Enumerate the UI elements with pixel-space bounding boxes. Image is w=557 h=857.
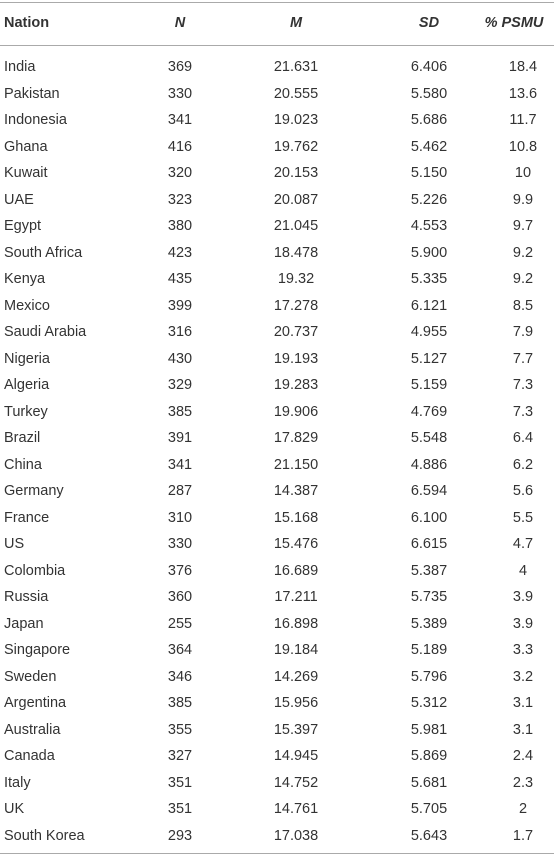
cell-psmu: 4.7 — [512, 536, 534, 552]
cell-n: 341 — [167, 456, 193, 473]
cell-n: 364 — [167, 642, 193, 658]
cell-n: 293 — [167, 827, 193, 844]
cell-n: 435 — [167, 271, 193, 287]
cell-psmu: 1.7 — [512, 827, 534, 844]
cell-nation: Brazil — [4, 430, 41, 446]
table-row — [0, 770, 554, 797]
cell-n: 255 — [167, 615, 193, 632]
cell-n: 355 — [167, 721, 193, 738]
cell-n: 310 — [167, 509, 193, 526]
header-nation: Nation — [4, 15, 50, 31]
cell-nation: Algeria — [4, 377, 50, 393]
cell-psmu: 3.1 — [512, 721, 534, 738]
cell-n: 327 — [167, 748, 193, 764]
cell-nation: Mexico — [4, 297, 50, 314]
table-row — [0, 796, 554, 823]
table-row — [0, 134, 554, 161]
cell-m: 19.906 — [273, 403, 319, 420]
cell-nation: France — [4, 509, 50, 526]
header-sd: SD — [418, 15, 440, 31]
cell-n: 369 — [167, 59, 193, 75]
table-row — [0, 372, 554, 399]
cell-sd: 5.796 — [410, 668, 448, 685]
cell-m: 15.956 — [273, 695, 319, 711]
cell-m: 14.387 — [273, 483, 319, 499]
cell-psmu: 7.7 — [512, 350, 534, 367]
cell-sd: 5.159 — [410, 377, 448, 393]
cell-nation: Pakistan — [4, 85, 60, 102]
cell-n: 330 — [167, 536, 193, 552]
cell-psmu: 8.5 — [512, 297, 534, 314]
cell-n: 351 — [167, 801, 193, 817]
cell-m: 21.631 — [273, 59, 319, 75]
cell-sd: 5.869 — [410, 748, 448, 764]
cell-nation: Kenya — [4, 271, 46, 287]
table-row — [0, 531, 554, 558]
cell-psmu: 6.4 — [512, 430, 534, 446]
cell-sd: 5.189 — [410, 642, 448, 658]
cell-m: 19.762 — [273, 138, 319, 155]
cell-m: 15.476 — [273, 536, 319, 552]
cell-m: 17.211 — [274, 589, 318, 605]
cell-sd: 5.127 — [410, 350, 448, 367]
cell-m: 15.168 — [273, 509, 319, 526]
cell-n: 287 — [167, 483, 193, 499]
cell-psmu: 7.3 — [512, 377, 534, 393]
cell-m: 16.689 — [273, 562, 319, 579]
cell-n: 385 — [167, 403, 193, 420]
cell-n: 330 — [167, 85, 193, 102]
cell-psmu: 9.2 — [512, 271, 534, 287]
cell-sd: 4.769 — [410, 403, 448, 420]
cell-sd: 5.389 — [410, 615, 448, 632]
cell-psmu: 13.6 — [508, 85, 538, 102]
table-row — [0, 558, 554, 585]
cell-m: 19.184 — [273, 642, 319, 658]
cell-sd: 5.735 — [410, 589, 448, 605]
cell-n: 341 — [167, 112, 193, 128]
table-body — [0, 54, 554, 849]
cell-n: 346 — [167, 668, 193, 685]
cell-nation: Italy — [4, 774, 31, 791]
cell-n: 423 — [167, 244, 193, 261]
table-row — [0, 584, 554, 611]
cell-sd: 6.406 — [410, 59, 448, 75]
cell-psmu: 6.2 — [512, 456, 534, 473]
cell-psmu: 3.1 — [512, 695, 534, 711]
cell-m: 18.478 — [273, 244, 319, 261]
cell-psmu: 2 — [518, 801, 528, 817]
header-m: M — [289, 15, 303, 31]
cell-n: 329 — [167, 377, 193, 393]
cell-m: 16.898 — [273, 615, 319, 632]
table-row — [0, 293, 554, 320]
table-row — [0, 160, 554, 187]
cell-psmu: 5.6 — [512, 483, 534, 499]
cell-m: 17.038 — [273, 827, 319, 844]
cell-nation: Egypt — [4, 218, 42, 234]
table-row — [0, 664, 554, 691]
table-row — [0, 823, 554, 850]
cell-m: 20.087 — [273, 191, 319, 208]
cell-nation: US — [4, 536, 25, 552]
table-row — [0, 107, 554, 134]
table-row — [0, 399, 554, 426]
table-row — [0, 54, 554, 81]
table-row — [0, 319, 554, 346]
cell-sd: 5.705 — [410, 801, 448, 817]
table-row — [0, 478, 554, 505]
cell-nation: UK — [4, 801, 25, 817]
cell-nation: Canada — [4, 748, 55, 764]
cell-nation: Sweden — [4, 668, 57, 685]
cell-n: 430 — [167, 350, 193, 367]
table-row — [0, 346, 554, 373]
cell-nation: Turkey — [4, 403, 48, 420]
cell-m: 19.193 — [273, 350, 319, 367]
table-row — [0, 611, 554, 638]
cell-sd: 5.681 — [410, 774, 448, 791]
table-row — [0, 452, 554, 479]
cell-nation: Ghana — [4, 138, 48, 155]
cell-nation: Germany — [4, 483, 64, 499]
cell-m: 21.045 — [273, 218, 319, 234]
cell-sd: 6.594 — [410, 483, 448, 499]
cell-sd: 5.387 — [410, 562, 448, 579]
cell-m: 14.269 — [273, 668, 319, 685]
cell-psmu: 3.3 — [512, 642, 534, 658]
cell-psmu: 2.4 — [512, 748, 534, 764]
cell-n: 399 — [167, 297, 193, 314]
table-row — [0, 637, 554, 664]
table-bottom-rule — [0, 853, 554, 854]
cell-nation: UAE — [4, 191, 34, 208]
cell-sd: 6.100 — [410, 509, 448, 526]
cell-m: 14.945 — [273, 748, 319, 764]
cell-m: 19.32 — [277, 271, 315, 287]
cell-psmu: 4 — [518, 562, 528, 579]
cell-sd: 4.955 — [410, 324, 448, 340]
table-header-rule — [0, 45, 554, 46]
cell-nation: South Korea — [4, 827, 85, 844]
table-row — [0, 717, 554, 744]
header-n: N — [174, 15, 186, 31]
table-row — [0, 505, 554, 532]
cell-nation: South Africa — [4, 244, 83, 261]
cell-psmu: 11.7 — [509, 112, 537, 128]
cell-n: 416 — [167, 138, 193, 155]
cell-m: 20.555 — [273, 85, 319, 102]
cell-sd: 5.900 — [410, 244, 448, 261]
cell-psmu: 9.2 — [512, 244, 534, 261]
cell-psmu: 3.9 — [512, 615, 534, 632]
cell-m: 19.023 — [273, 112, 319, 128]
cell-sd: 6.121 — [410, 297, 448, 314]
cell-nation: Indonesia — [4, 112, 67, 128]
cell-sd: 5.335 — [410, 271, 448, 287]
cell-psmu: 7.3 — [512, 403, 534, 420]
cell-m: 19.283 — [273, 377, 319, 393]
cell-nation: China — [4, 456, 42, 473]
cell-sd: 6.615 — [410, 536, 448, 552]
cell-m: 20.737 — [273, 324, 319, 340]
cell-n: 316 — [167, 324, 193, 340]
cell-psmu: 7.9 — [512, 324, 534, 340]
cell-m: 21.150 — [273, 456, 319, 473]
cell-nation: India — [4, 59, 36, 75]
table-row — [0, 266, 554, 293]
cell-n: 376 — [167, 562, 193, 579]
cell-psmu: 3.2 — [512, 668, 534, 685]
cell-m: 14.761 — [273, 801, 319, 817]
cell-psmu: 3.9 — [512, 589, 534, 605]
cell-n: 380 — [167, 218, 193, 234]
cell-sd: 4.886 — [410, 456, 448, 473]
cell-m: 17.278 — [273, 297, 319, 314]
cell-m: 15.397 — [273, 721, 319, 738]
cell-n: 391 — [167, 430, 193, 446]
table-row — [0, 213, 554, 240]
cell-psmu: 9.7 — [512, 218, 534, 234]
header-psmu: % PSMU — [484, 15, 544, 31]
cell-sd: 5.150 — [410, 165, 448, 181]
cell-nation: Russia — [4, 589, 49, 605]
cell-nation: Singapore — [4, 642, 71, 658]
cell-nation: Saudi Arabia — [4, 324, 87, 340]
cell-psmu: 18.4 — [508, 59, 538, 75]
cell-nation: Australia — [4, 721, 61, 738]
cell-sd: 5.643 — [410, 827, 448, 844]
cell-sd: 4.553 — [410, 218, 448, 234]
cell-sd: 5.548 — [410, 430, 448, 446]
cell-sd: 5.580 — [410, 85, 448, 102]
cell-n: 320 — [167, 165, 193, 181]
table-row — [0, 690, 554, 717]
table-row — [0, 81, 554, 108]
cell-sd: 5.686 — [410, 112, 448, 128]
table-row — [0, 743, 554, 770]
table-row — [0, 425, 554, 452]
cell-nation: Kuwait — [4, 165, 48, 181]
cell-n: 323 — [167, 191, 193, 208]
cell-nation: Argentina — [4, 695, 67, 711]
cell-m: 20.153 — [273, 165, 319, 181]
cell-n: 351 — [167, 774, 193, 791]
cell-sd: 5.312 — [410, 695, 448, 711]
cell-n: 385 — [167, 695, 193, 711]
cell-psmu: 10.8 — [508, 138, 538, 155]
cell-sd: 5.226 — [410, 191, 448, 208]
table-row — [0, 187, 554, 214]
cell-psmu: 2.3 — [512, 774, 534, 791]
cell-psmu: 9.9 — [512, 191, 534, 208]
cell-nation: Nigeria — [4, 350, 50, 367]
table-header-row — [0, 3, 554, 43]
cell-m: 17.829 — [273, 430, 319, 446]
cell-sd: 5.462 — [410, 138, 448, 155]
cell-nation: Japan — [4, 615, 44, 632]
table-row — [0, 240, 554, 267]
cell-psmu: 10 — [514, 165, 532, 181]
cell-n: 360 — [167, 589, 193, 605]
cell-nation: Colombia — [4, 562, 66, 579]
cell-psmu: 5.5 — [512, 509, 534, 526]
cell-sd: 5.981 — [410, 721, 448, 738]
cell-m: 14.752 — [273, 774, 319, 791]
